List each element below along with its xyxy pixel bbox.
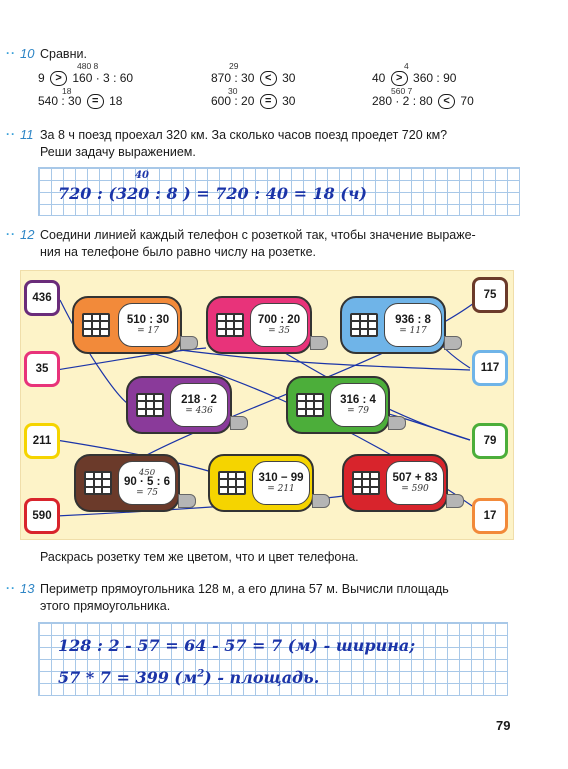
phone[interactable] bbox=[74, 454, 180, 512]
socket[interactable] bbox=[472, 277, 508, 313]
handwritten-note: 40 bbox=[135, 170, 149, 181]
compare-sign[interactable]: = bbox=[260, 94, 277, 109]
left-operand: 280 · 2 : 80 bbox=[372, 94, 433, 108]
phone-expression: 90 · 5 : 6 bbox=[123, 476, 171, 488]
phone-answer: = 79 bbox=[347, 406, 369, 416]
phone-expression: 700 : 20 bbox=[257, 314, 301, 326]
socket-value: 79 bbox=[483, 435, 497, 447]
keypad-icon bbox=[136, 393, 164, 417]
phone-screen bbox=[170, 383, 228, 427]
phone-expression: 316 : 4 bbox=[340, 394, 376, 406]
task-marker: ·· bbox=[6, 227, 16, 241]
phone-note: 450 bbox=[138, 468, 156, 478]
note: 29 bbox=[229, 61, 239, 71]
phone[interactable] bbox=[208, 454, 314, 512]
keypad-icon bbox=[352, 471, 380, 495]
keypad-icon bbox=[216, 313, 244, 337]
phone[interactable] bbox=[72, 296, 182, 354]
task-marker: ·· bbox=[6, 581, 16, 595]
handwritten-solution-line2 bbox=[58, 668, 319, 687]
compare-sign[interactable]: > bbox=[50, 71, 67, 86]
socket-value: 75 bbox=[483, 289, 497, 301]
phone[interactable] bbox=[126, 376, 232, 434]
compare-sign[interactable]: > bbox=[391, 71, 408, 86]
right-operand: 30 bbox=[282, 71, 296, 85]
compare-sign[interactable]: < bbox=[260, 71, 277, 86]
phone-screen bbox=[330, 383, 386, 427]
keypad-icon bbox=[350, 313, 378, 337]
phone[interactable] bbox=[342, 454, 448, 512]
socket-value: 117 bbox=[480, 362, 500, 374]
socket-value: 35 bbox=[35, 363, 49, 375]
right-operand: 70 bbox=[460, 94, 474, 108]
phone-answer: = 211 bbox=[267, 484, 295, 494]
phone-screen bbox=[118, 461, 176, 505]
phone[interactable] bbox=[286, 376, 390, 434]
task-13-line1: Периметр прямоугольника 128 м, а его длина 57 м. Вычисли площадь bbox=[40, 582, 449, 596]
keypad-icon bbox=[296, 393, 324, 417]
page-number: 79 bbox=[496, 718, 511, 733]
task-11-line2: Реши задачу выражением. bbox=[40, 145, 196, 159]
phone[interactable] bbox=[206, 296, 312, 354]
note: 30 bbox=[228, 86, 238, 96]
phone-screen bbox=[250, 303, 308, 347]
solution-part: 57 * 7 = 399 (м bbox=[58, 668, 198, 687]
socket[interactable] bbox=[472, 423, 508, 459]
keypad-icon bbox=[84, 471, 112, 495]
task-marker: ·· bbox=[6, 46, 16, 60]
phone-expression: 510 : 30 bbox=[126, 314, 170, 326]
keypad-icon bbox=[218, 471, 246, 495]
note: 18 bbox=[62, 86, 72, 96]
phone-answer: = 35 bbox=[268, 326, 290, 336]
solution-superscript: 2 bbox=[197, 668, 205, 680]
phone-screen bbox=[252, 461, 310, 505]
solution-part: ) - площадь. bbox=[204, 668, 320, 687]
task-13-number: 13 bbox=[20, 581, 35, 596]
socket[interactable] bbox=[472, 350, 508, 386]
left-operand: 870 : 30 bbox=[211, 71, 255, 85]
phone-answer: = 590 bbox=[401, 484, 429, 494]
left-operand: 540 : 30 bbox=[38, 94, 82, 108]
plug-icon bbox=[312, 494, 330, 508]
phone-answer: = 117 bbox=[399, 326, 427, 336]
plug-icon bbox=[444, 336, 462, 350]
task-12-number: 12 bbox=[20, 227, 35, 242]
left-operand: 40 bbox=[372, 71, 386, 85]
plug-icon bbox=[388, 416, 406, 430]
left-operand: 9 bbox=[38, 71, 45, 85]
keypad-icon bbox=[82, 313, 110, 337]
note: 480 8 bbox=[77, 61, 99, 71]
socket[interactable] bbox=[24, 351, 60, 387]
socket[interactable] bbox=[472, 498, 508, 534]
right-operand: 30 bbox=[282, 94, 296, 108]
phone-expression: 218 · 2 bbox=[181, 394, 217, 406]
right-operand: 160 · 3 : 60 bbox=[72, 71, 134, 85]
plug-icon bbox=[178, 494, 196, 508]
task-12-line1: Соедини линией каждый телефон с розеткой так, чтобы значение выраже- bbox=[40, 228, 476, 242]
task-11-number: 11 bbox=[20, 127, 34, 142]
task-marker: ·· bbox=[6, 127, 16, 141]
phone-screen bbox=[386, 461, 444, 505]
note: 560 7 bbox=[391, 86, 413, 96]
task-12-footer: Раскрась розетку тем же цветом, что и цвет телефона. bbox=[40, 550, 359, 564]
note: 4 bbox=[404, 61, 409, 71]
socket-value: 211 bbox=[32, 435, 52, 447]
right-operand: 360 : 90 bbox=[413, 71, 457, 85]
socket[interactable] bbox=[24, 423, 60, 459]
task-13-line2: этого прямоугольника. bbox=[40, 599, 171, 613]
task-10-number: 10 bbox=[20, 46, 35, 61]
task-11-line1: За 8 ч поезд проехал 320 км. За сколько часов поезд проедет 720 км? bbox=[40, 128, 448, 142]
phone-expression: 310 − 99 bbox=[258, 472, 304, 484]
phone-screen bbox=[384, 303, 442, 347]
plug-icon bbox=[310, 336, 328, 350]
left-operand: 600 : 20 bbox=[211, 94, 255, 108]
phone-expression: 936 : 8 bbox=[395, 314, 431, 326]
socket-value: 436 bbox=[32, 292, 52, 304]
compare-sign[interactable]: = bbox=[87, 94, 104, 109]
phone-answer: = 17 bbox=[137, 326, 159, 336]
plug-icon bbox=[180, 336, 198, 350]
task-12-line2: ния на телефоне было равно числу на розетке. bbox=[40, 245, 317, 259]
phone-screen bbox=[118, 303, 178, 347]
socket[interactable] bbox=[24, 498, 60, 534]
plug-icon bbox=[446, 494, 464, 508]
right-operand: 18 bbox=[109, 94, 123, 108]
compare-sign[interactable]: < bbox=[438, 94, 455, 109]
handwritten-solution-line1: 128 : 2 - 57 = 64 - 57 = 7 (м) - ширина; bbox=[58, 636, 416, 655]
phone-answer: = 436 bbox=[185, 406, 213, 416]
phone-answer: = 75 bbox=[136, 488, 158, 498]
task-10-title: Сравни. bbox=[40, 47, 87, 61]
handwritten-solution: 720 : (320 : 8 ) = 720 : 40 = 18 (ч) bbox=[58, 184, 367, 203]
plug-icon bbox=[230, 416, 248, 430]
socket-value: 590 bbox=[32, 510, 52, 522]
phone[interactable] bbox=[340, 296, 446, 354]
phone-expression: 507 + 83 bbox=[392, 472, 438, 484]
socket[interactable] bbox=[24, 280, 60, 316]
socket-value: 17 bbox=[483, 510, 497, 522]
